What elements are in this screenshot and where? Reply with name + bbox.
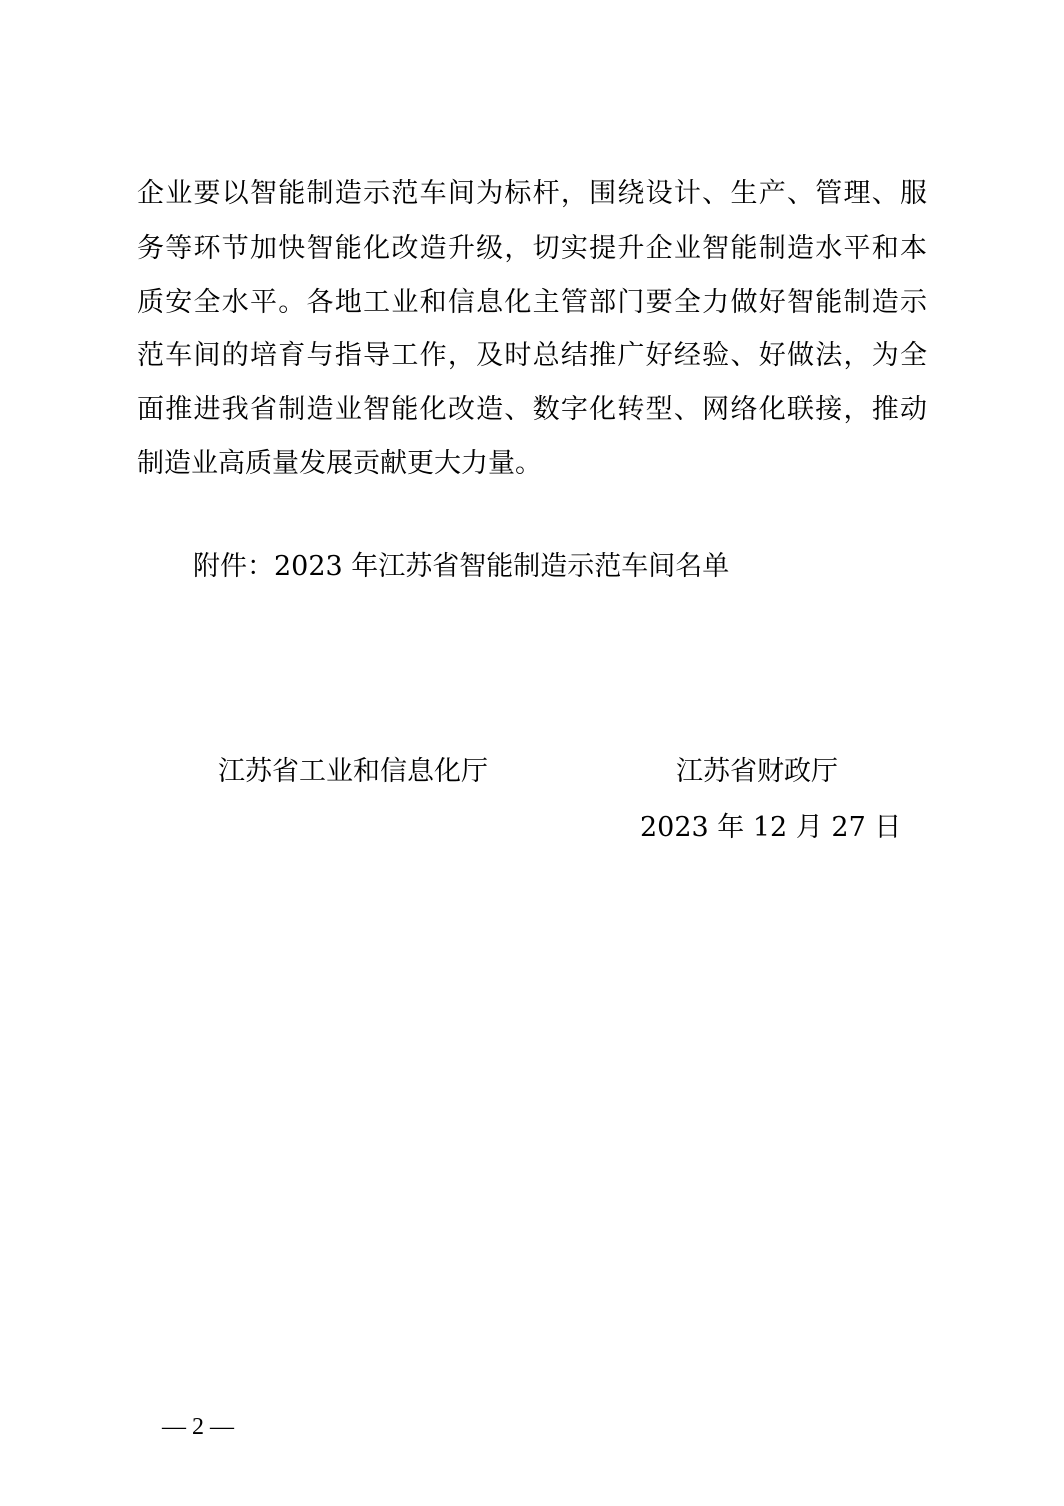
issuer-industry-department: 江苏省工业和信息化厅	[218, 756, 488, 787]
page-number: — 2 —	[162, 1414, 234, 1440]
paragraph-line: 制造业高质量发展贡献更大力量。	[137, 448, 542, 479]
paragraph-line: 面推进我省制造业智能化改造、数字化转型、网络化联接，推动	[137, 394, 927, 425]
paragraph-line: 质安全水平。各地工业和信息化主管部门要全力做好智能制造示	[137, 287, 927, 318]
paragraph-line: 企业要以智能制造示范车间为标杆，围绕设计、生产、管理、服	[137, 178, 927, 209]
paragraph-line: 范车间的培育与指导工作，及时总结推广好经验、好做法，为全	[137, 340, 927, 371]
attachment-note: 附件：2023 年江苏省智能制造示范车间名单	[193, 551, 730, 582]
paragraph-line: 务等环节加快智能化改造升级，切实提升企业智能制造水平和本	[137, 233, 927, 264]
issuer-finance-department: 江苏省财政厅	[676, 756, 838, 787]
issue-date: 2023 年 12 月 27 日	[640, 812, 902, 843]
